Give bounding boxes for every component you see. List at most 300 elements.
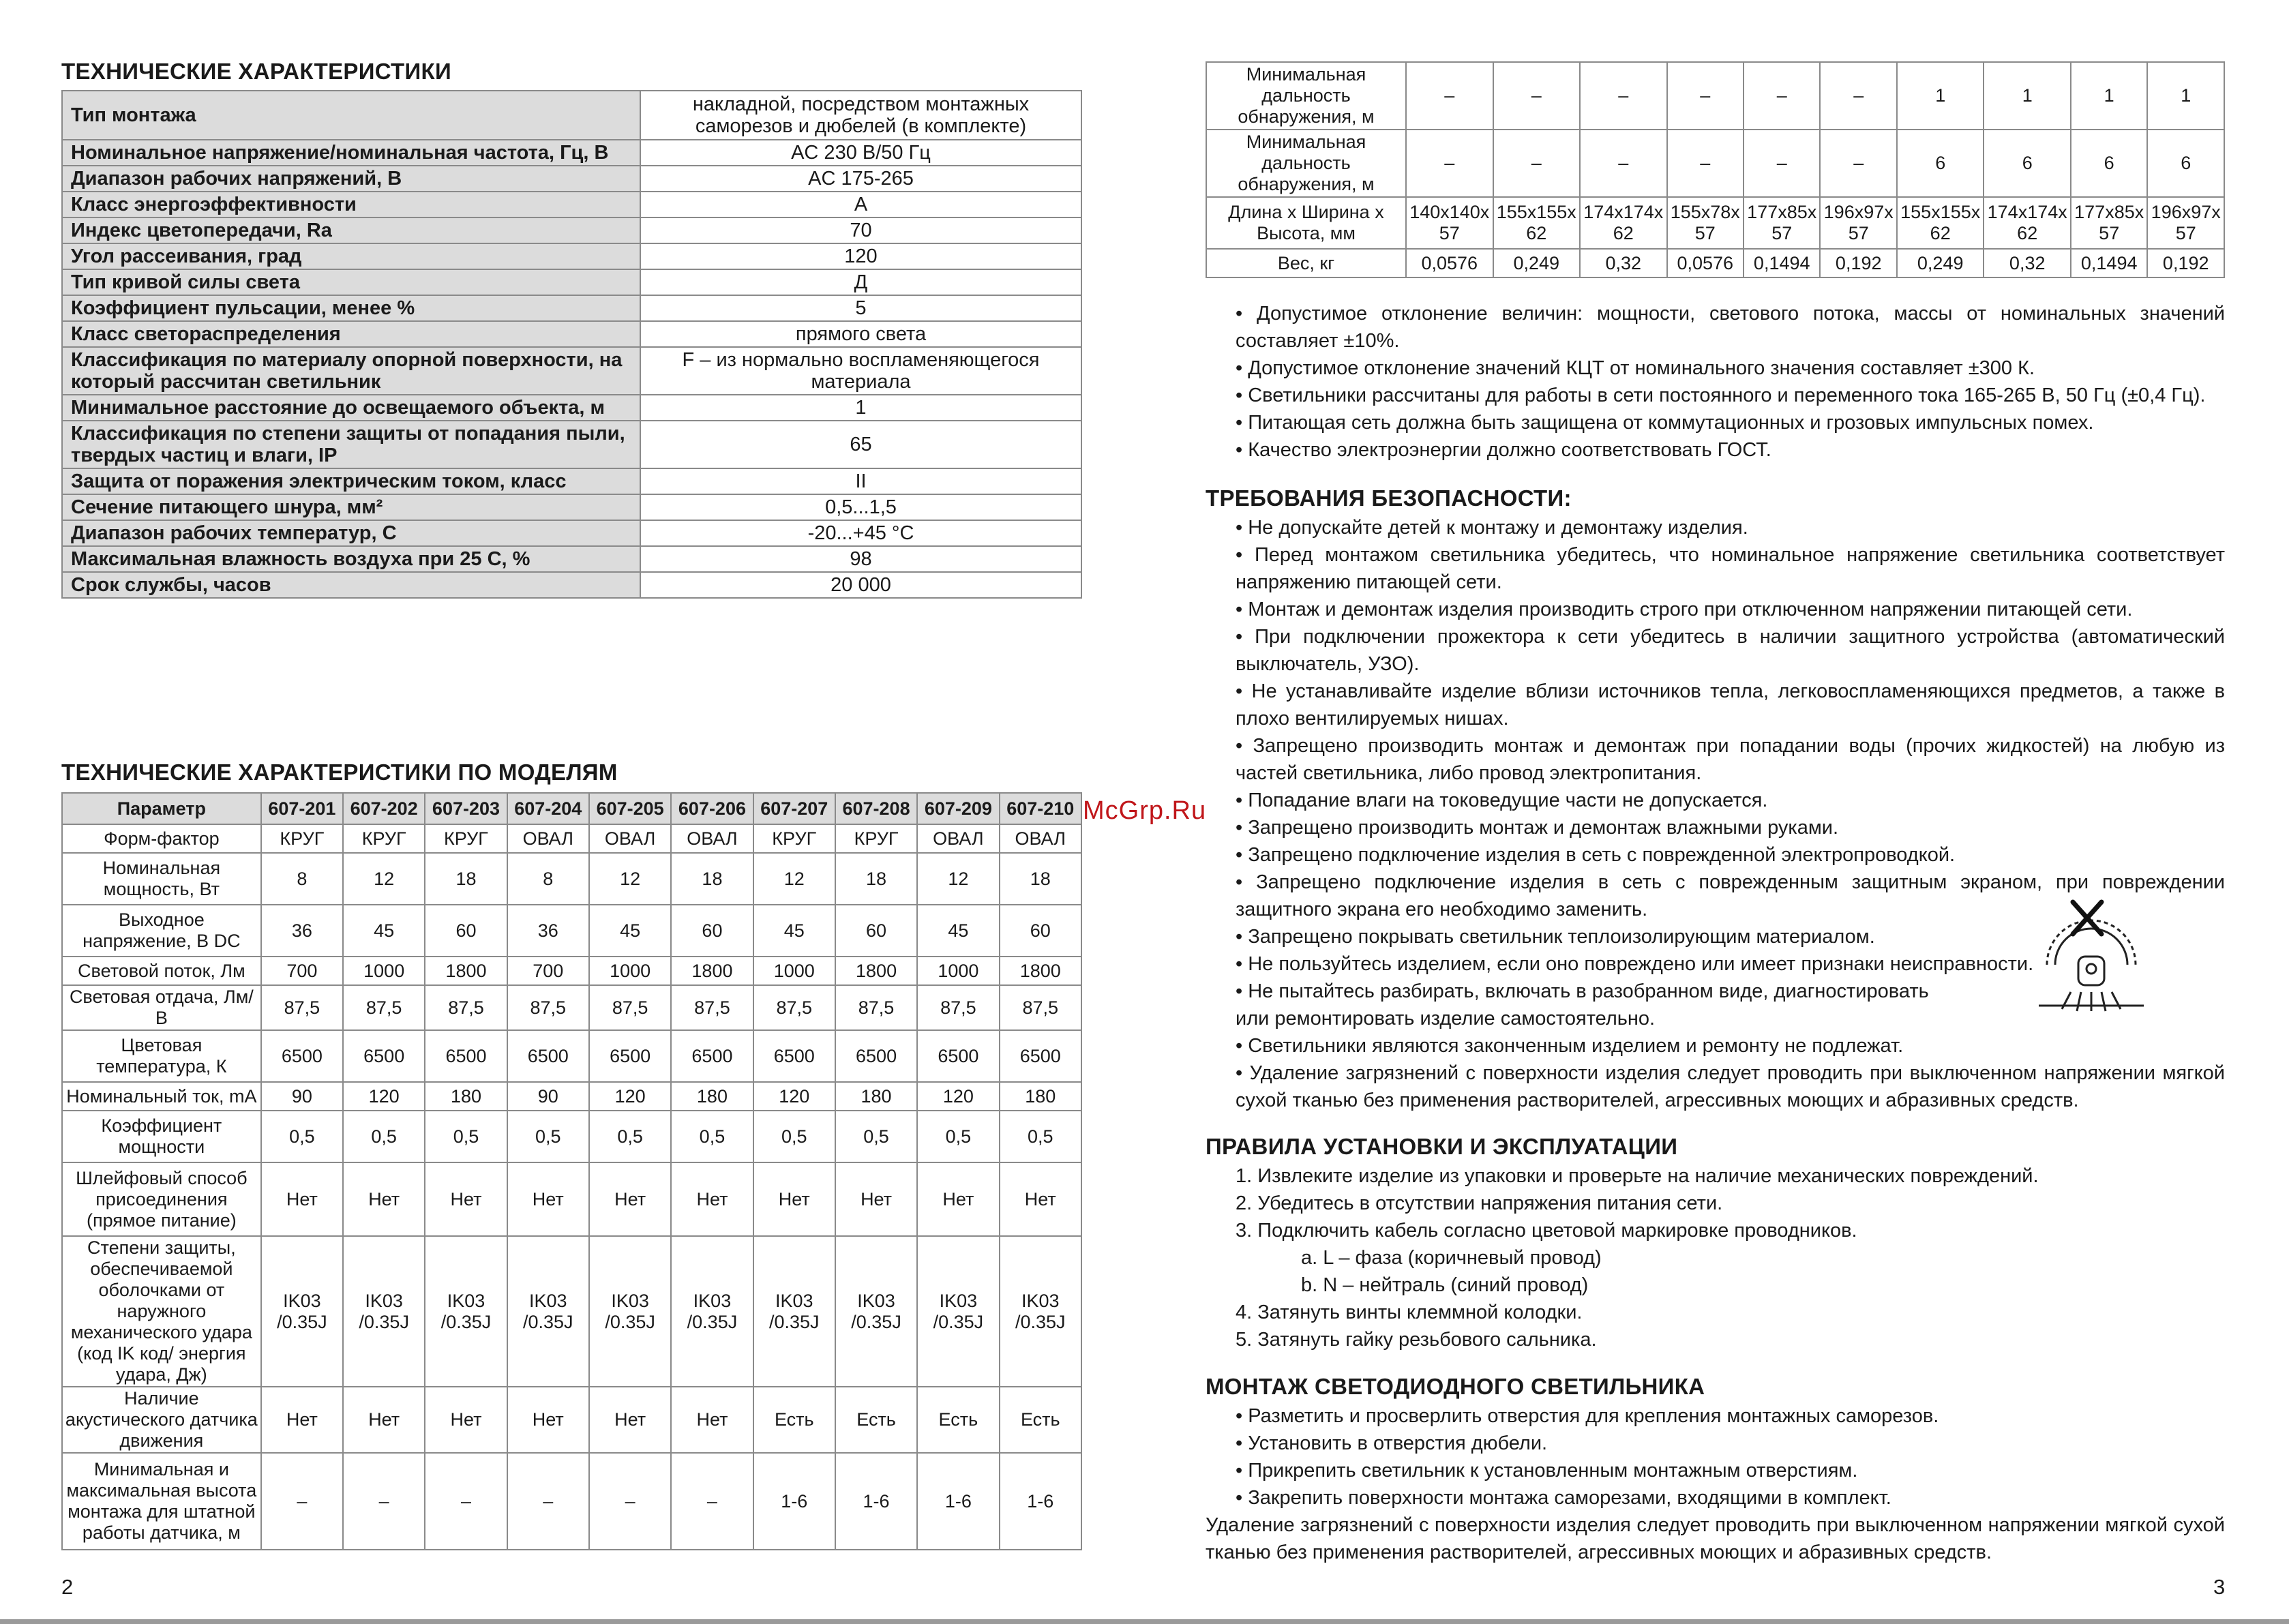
model-param: Световой поток, Лм bbox=[62, 957, 261, 985]
model-value: 1000 bbox=[917, 957, 999, 985]
model-value: 87,5 bbox=[589, 985, 671, 1030]
install-item: 3. Подключить кабель согласно цветовой маркировке проводников. bbox=[1236, 1220, 1857, 1242]
spec-row bbox=[62, 395, 1081, 421]
cont-value: 155x78x 57 bbox=[1667, 197, 1744, 249]
model-value: 0,5 bbox=[835, 1111, 917, 1162]
model-row bbox=[62, 1387, 1081, 1453]
model-value: 0,5 bbox=[753, 1111, 835, 1162]
cont-value: – bbox=[1744, 62, 1820, 130]
model-value: 180 bbox=[425, 1082, 507, 1111]
model-value: 6500 bbox=[671, 1030, 753, 1082]
model-value: 1000 bbox=[753, 957, 835, 985]
model-value: 87,5 bbox=[507, 985, 589, 1030]
model-value: 0,5 bbox=[671, 1111, 753, 1162]
model-value: 0,5 bbox=[589, 1111, 671, 1162]
spec-key: Максимальная влажность воздуха при 25 С, % bbox=[62, 546, 640, 572]
model-value: 8 bbox=[507, 853, 589, 905]
model-value: 1-6 bbox=[1000, 1453, 1081, 1550]
safety-item: • Не пытайтесь разбирать, включать в разобранном виде, диагностировать bbox=[1236, 980, 1929, 1002]
cont-value: 0,192 bbox=[2147, 249, 2224, 277]
spec-key: Коэффициент пульсации, менее % bbox=[62, 295, 640, 321]
model-value: Есть bbox=[917, 1387, 999, 1453]
model-param: Выходное напряжение, В DC bbox=[62, 905, 261, 957]
model-value: 6500 bbox=[589, 1030, 671, 1082]
model-value: IK03 /0.35J bbox=[671, 1236, 753, 1387]
model-value: 36 bbox=[507, 905, 589, 957]
model-value: IK03 /0.35J bbox=[753, 1236, 835, 1387]
model-value: ОВАЛ bbox=[1000, 824, 1081, 853]
model-value: 1-6 bbox=[917, 1453, 999, 1550]
safety-item: или ремонтировать изделие самостоятельно. bbox=[1236, 1008, 1656, 1029]
model-value: Есть bbox=[753, 1387, 835, 1453]
spec-key: Классификация по степени защиты от попадания пыли, твердых частиц и влаги, IP bbox=[62, 421, 640, 468]
spec-value: F – из нормально воспламеняющегося материала bbox=[640, 347, 1081, 395]
cont-param: Длина х Ширина х Высота, мм bbox=[1206, 197, 1406, 249]
right-page bbox=[1206, 0, 2228, 1624]
model-value: КРУГ bbox=[835, 824, 917, 853]
model-value: IK03 /0.35J bbox=[589, 1236, 671, 1387]
install-subitem: b. N – нейтраль (синий провод) bbox=[1301, 1274, 1589, 1296]
model-value: Есть bbox=[835, 1387, 917, 1453]
model-value: 1-6 bbox=[753, 1453, 835, 1550]
cont-value: – bbox=[1406, 130, 1493, 197]
model-value: Нет bbox=[261, 1162, 343, 1236]
safety-item: • Запрещено производить монтаж и демонтаж влажными руками. bbox=[1236, 817, 1839, 839]
spec-key: Минимальное расстояние до освещаемого объекта, м bbox=[62, 395, 640, 421]
model-value: Нет bbox=[589, 1387, 671, 1453]
header-parameter: Параметр bbox=[62, 793, 261, 824]
safety-item: • Перед монтажом светильника убедитесь, что номинальное напряжение светильника соответствует напряжению питающей сети. bbox=[1236, 544, 2225, 593]
spec-key: Номинальное напряжение/номинальная частота, Гц, В bbox=[62, 140, 640, 166]
header-model: 607-201 bbox=[261, 793, 343, 824]
model-value: 0,5 bbox=[425, 1111, 507, 1162]
safety-item: • Светильники являются законченным изделием и ремонту не подлежат. bbox=[1236, 1035, 1904, 1057]
spec-row bbox=[62, 494, 1081, 520]
model-value: 6500 bbox=[917, 1030, 999, 1082]
spec-value: прямого света bbox=[640, 321, 1081, 347]
model-value: Нет bbox=[671, 1387, 753, 1453]
spec-value: 20 000 bbox=[640, 572, 1081, 598]
spec-key: Тип кривой силы света bbox=[62, 269, 640, 295]
safety-heading: ТРЕБОВАНИЯ БЕЗОПАСНОСТИ: bbox=[1206, 485, 1572, 511]
cont-value: 0,0576 bbox=[1406, 249, 1493, 277]
model-value: Нет bbox=[835, 1162, 917, 1236]
model-value: 6500 bbox=[507, 1030, 589, 1082]
cont-value: 177x85x 57 bbox=[2071, 197, 2147, 249]
header-model: 607-204 bbox=[507, 793, 589, 824]
cont-row bbox=[1206, 249, 2224, 277]
cont-row bbox=[1206, 62, 2224, 130]
model-value: 45 bbox=[917, 905, 999, 957]
model-value: Нет bbox=[261, 1387, 343, 1453]
install-list bbox=[1206, 1162, 2225, 1353]
cont-value: 6 bbox=[1984, 130, 2071, 197]
model-value: 1000 bbox=[343, 957, 425, 985]
install-subitem: a. L – фаза (коричневый провод) bbox=[1301, 1247, 1602, 1269]
cont-row bbox=[1206, 197, 2224, 249]
watermark: McGrp.Ru bbox=[1083, 796, 1207, 825]
model-value: 60 bbox=[835, 905, 917, 957]
model-value: 1800 bbox=[1000, 957, 1081, 985]
model-row bbox=[62, 1030, 1081, 1082]
safety-item: • Запрещено подключение изделия в сеть с поврежденным защитным экраном, при повреждении защитного экрана его необходимо заменить. bbox=[1236, 871, 2225, 920]
mount-final-note: Удаление загрязнений с поверхности изделия следует проводить при выключенном напряжении мягкой сухой тканью без применения растворителей, агрессивных моющих и абразивных средств. bbox=[1206, 1514, 2225, 1563]
model-value: 45 bbox=[343, 905, 425, 957]
spec-key: Угол рассеивания, град bbox=[62, 243, 640, 269]
model-row bbox=[62, 1162, 1081, 1236]
cont-value: – bbox=[1820, 130, 1896, 197]
cont-value: 0,192 bbox=[1820, 249, 1896, 277]
mount-item: • Закрепить поверхности монтажа саморезами, входящими в комплект. bbox=[1236, 1487, 1891, 1509]
safety-item: • Запрещено покрывать светильник теплоизолирующим материалом. bbox=[1236, 926, 1875, 948]
model-value: IK03 /0.35J bbox=[261, 1236, 343, 1387]
spec-key: Класс энергоэффективности bbox=[62, 192, 640, 217]
model-value: 60 bbox=[425, 905, 507, 957]
model-row bbox=[62, 824, 1081, 853]
model-value: 6500 bbox=[261, 1030, 343, 1082]
cont-value: 174x174x 62 bbox=[1580, 197, 1667, 249]
model-value: 0,5 bbox=[343, 1111, 425, 1162]
model-param: Наличие акустического датчика движения bbox=[62, 1387, 261, 1453]
install-item: 1. Извлеките изделие из упаковки и проверьте на наличие механических повреждений. bbox=[1236, 1165, 2039, 1187]
model-value: Нет bbox=[917, 1162, 999, 1236]
model-value: Нет bbox=[753, 1162, 835, 1236]
spec-row bbox=[62, 321, 1081, 347]
model-value: Нет bbox=[343, 1387, 425, 1453]
cont-value: – bbox=[1820, 62, 1896, 130]
header-model: 607-205 bbox=[589, 793, 671, 824]
model-row bbox=[62, 985, 1081, 1030]
model-row bbox=[62, 1082, 1081, 1111]
cont-value: 174x174x 62 bbox=[1984, 197, 2071, 249]
note-item: • Светильники рассчитаны для работы в сети постоянного и переменного тока 165-265 В, 50 Гц (±0,4 Гц). bbox=[1236, 385, 2206, 406]
spec-value: AC 230 В/50 Гц bbox=[640, 140, 1081, 166]
cont-param: Минимальная дальность обнаружения, м bbox=[1206, 130, 1406, 197]
model-value: 12 bbox=[343, 853, 425, 905]
model-value: 0,5 bbox=[507, 1111, 589, 1162]
spec-row bbox=[62, 468, 1081, 494]
cont-value: 155x155x 62 bbox=[1897, 197, 1984, 249]
install-item: 4. Затянуть винты клеммной колодки. bbox=[1236, 1302, 1583, 1323]
spec-row bbox=[62, 421, 1081, 468]
model-param: Номинальный ток, mA bbox=[62, 1082, 261, 1111]
model-value: – bbox=[261, 1453, 343, 1550]
install-item: 5. Затянуть гайку резьбового сальника. bbox=[1236, 1329, 1597, 1351]
spec-value: AC 175-265 bbox=[640, 166, 1081, 192]
cont-value: 155x155x 62 bbox=[1493, 197, 1581, 249]
model-value: IK03 /0.35J bbox=[343, 1236, 425, 1387]
model-value: 120 bbox=[343, 1082, 425, 1111]
model-value: 1800 bbox=[671, 957, 753, 985]
model-value: 87,5 bbox=[671, 985, 753, 1030]
model-value: 180 bbox=[671, 1082, 753, 1111]
spec-key: Диапазон рабочих температур, С bbox=[62, 520, 640, 546]
spec-row bbox=[62, 140, 1081, 166]
model-value: 6500 bbox=[1000, 1030, 1081, 1082]
model-value: 12 bbox=[589, 853, 671, 905]
header-model: 607-207 bbox=[753, 793, 835, 824]
model-value: 0,5 bbox=[261, 1111, 343, 1162]
spec-key: Защита от поражения электрическим током, класс bbox=[62, 468, 640, 494]
cont-value: 0,1494 bbox=[2071, 249, 2147, 277]
model-param: Форм-фактор bbox=[62, 824, 261, 853]
spec-heading: ТЕХНИЧЕСКИЕ ХАРАКТЕРИСТИКИ bbox=[61, 59, 451, 84]
spec-row bbox=[62, 166, 1081, 192]
cont-value: – bbox=[1580, 130, 1667, 197]
cont-value: – bbox=[1580, 62, 1667, 130]
model-value: 87,5 bbox=[835, 985, 917, 1030]
note-item: • Допустимое отклонение величин: мощности, светового потока, массы от номинальных значений составляет ±10%. bbox=[1236, 303, 2225, 352]
model-value: ОВАЛ bbox=[917, 824, 999, 853]
model-value: 6500 bbox=[835, 1030, 917, 1082]
model-value: 45 bbox=[589, 905, 671, 957]
model-row bbox=[62, 905, 1081, 957]
model-value: 87,5 bbox=[425, 985, 507, 1030]
model-value: – bbox=[507, 1453, 589, 1550]
mount-item: • Прикрепить светильник к установленным монтажным отверстиям. bbox=[1236, 1460, 1858, 1482]
spec-row bbox=[62, 546, 1081, 572]
model-value: Нет bbox=[343, 1162, 425, 1236]
cont-value: – bbox=[1493, 130, 1581, 197]
models-header-row bbox=[62, 793, 1081, 824]
header-model: 607-210 bbox=[1000, 793, 1081, 824]
spec-row bbox=[62, 192, 1081, 217]
model-value: КРУГ bbox=[261, 824, 343, 853]
spec-key: Диапазон рабочих напряжений, В bbox=[62, 166, 640, 192]
model-value: 18 bbox=[1000, 853, 1081, 905]
model-value: 1-6 bbox=[835, 1453, 917, 1550]
model-value: 1000 bbox=[589, 957, 671, 985]
cont-value: 0,0576 bbox=[1667, 249, 1744, 277]
model-value: IK03 /0.35J bbox=[507, 1236, 589, 1387]
model-row bbox=[62, 1111, 1081, 1162]
page-number-left: 2 bbox=[61, 1575, 74, 1599]
model-value: 12 bbox=[917, 853, 999, 905]
model-value: 18 bbox=[835, 853, 917, 905]
model-value: 90 bbox=[507, 1082, 589, 1111]
model-value: ОВАЛ bbox=[589, 824, 671, 853]
model-value: Нет bbox=[425, 1162, 507, 1236]
spec-value: 98 bbox=[640, 546, 1081, 572]
cont-value: 6 bbox=[2071, 130, 2147, 197]
cont-row bbox=[1206, 130, 2224, 197]
model-value: IK03 /0.35J bbox=[425, 1236, 507, 1387]
left-page bbox=[61, 0, 1084, 1624]
models-heading: ТЕХНИЧЕСКИЕ ХАРАКТЕРИСТИКИ ПО МОДЕЛЯМ bbox=[61, 760, 618, 785]
model-value: 120 bbox=[917, 1082, 999, 1111]
no-heat-cover-warning-icon bbox=[2033, 897, 2149, 1012]
cont-value: 0,249 bbox=[1897, 249, 1984, 277]
model-value: 45 bbox=[753, 905, 835, 957]
header-model: 607-209 bbox=[917, 793, 999, 824]
model-value: – bbox=[425, 1453, 507, 1550]
cont-value: 1 bbox=[1984, 62, 2071, 130]
spec-value: -20...+45 °С bbox=[640, 520, 1081, 546]
safety-item: • Запрещено производить монтаж и демонтаж при попадании воды (прочих жидкостей) на любую из частей светильника, либо провод электропитания. bbox=[1236, 735, 2225, 784]
spec-value: 1 bbox=[640, 395, 1081, 421]
cont-value: – bbox=[1493, 62, 1581, 130]
model-value: Нет bbox=[507, 1387, 589, 1453]
spec-key: Сечение питающего шнура, мм² bbox=[62, 494, 640, 520]
cont-value: 0,32 bbox=[1984, 249, 2071, 277]
model-value: IK03 /0.35J bbox=[835, 1236, 917, 1387]
model-value: 90 bbox=[261, 1082, 343, 1111]
mount-item: • Установить в отверстия дюбели. bbox=[1236, 1432, 1548, 1454]
model-value: 120 bbox=[753, 1082, 835, 1111]
cont-value: 0,249 bbox=[1493, 249, 1581, 277]
model-param: Номинальная мощность, Вт bbox=[62, 853, 261, 905]
model-value: 6500 bbox=[753, 1030, 835, 1082]
cont-value: 196x97x 57 bbox=[2147, 197, 2224, 249]
cont-param: Минимальная дальность обнаружения, м bbox=[1206, 62, 1406, 130]
note-item: • Допустимое отклонение значений КЦТ от номинального значения составляет ±300 К. bbox=[1236, 357, 2035, 379]
model-value: – bbox=[671, 1453, 753, 1550]
model-value: 18 bbox=[671, 853, 753, 905]
model-value: 87,5 bbox=[917, 985, 999, 1030]
model-value: – bbox=[589, 1453, 671, 1550]
model-param: Световая отдача, Лм/В bbox=[62, 985, 261, 1030]
cont-value: 196x97x 57 bbox=[1820, 197, 1896, 249]
cont-value: – bbox=[1667, 62, 1744, 130]
model-value: 0,5 bbox=[917, 1111, 999, 1162]
model-value: 36 bbox=[261, 905, 343, 957]
cont-value: – bbox=[1744, 130, 1820, 197]
spec-value: Д bbox=[640, 269, 1081, 295]
safety-item: • Не устанавливайте изделие вблизи источников тепла, легковоспламеняющихся предметов, а также в плохо вентилируемых нишах. bbox=[1236, 680, 2225, 730]
note-item: • Питающая сеть должна быть защищена от коммутационных и грозовых импульсных помех. bbox=[1236, 412, 2094, 434]
mount-list bbox=[1206, 1402, 2225, 1566]
spec-key: Классификация по материалу опорной поверхности, на который рассчитан светильник bbox=[62, 347, 640, 395]
model-value: Есть bbox=[1000, 1387, 1081, 1453]
model-param: Минимальная и максимальная высота монтажа для штатной работы датчика, м bbox=[62, 1453, 261, 1550]
model-value: 180 bbox=[835, 1082, 917, 1111]
spec-key: Срок службы, часов bbox=[62, 572, 640, 598]
page-number-right: 3 bbox=[2213, 1575, 2226, 1599]
model-value: 6500 bbox=[425, 1030, 507, 1082]
spec-row bbox=[62, 520, 1081, 546]
cont-value: 1 bbox=[2071, 62, 2147, 130]
cont-value: 140x140x 57 bbox=[1406, 197, 1493, 249]
spec-value: 65 bbox=[640, 421, 1081, 468]
safety-item: • При подключении прожектора к сети убедитесь в наличии защитного устройства (автоматический выключатель, УЗО). bbox=[1236, 626, 2225, 675]
bottom-border bbox=[0, 1619, 2289, 1624]
model-param: Цветовая температура, К bbox=[62, 1030, 261, 1082]
mount-heading: МОНТАЖ СВЕТОДИОДНОГО СВЕТИЛЬНИКА bbox=[1206, 1374, 1705, 1399]
model-value: 1800 bbox=[425, 957, 507, 985]
model-param: Степени защиты, обеспечиваемой оболочками от наружного механического удара (код IK код/ энергия удара, Дж) bbox=[62, 1236, 261, 1387]
model-value: 18 bbox=[425, 853, 507, 905]
cont-value: 177x85x 57 bbox=[1744, 197, 1820, 249]
safety-list bbox=[1206, 514, 2225, 1114]
model-value: Нет bbox=[671, 1162, 753, 1236]
notes-list bbox=[1206, 300, 2225, 464]
model-value: 6500 bbox=[343, 1030, 425, 1082]
spec-row bbox=[62, 347, 1081, 395]
model-value: Нет bbox=[507, 1162, 589, 1236]
safety-item: • Монтаж и демонтаж изделия производить строго при отключенном напряжении питающей сети. bbox=[1236, 599, 2133, 620]
model-value: 12 bbox=[753, 853, 835, 905]
model-row bbox=[62, 853, 1081, 905]
spec-value: 5 bbox=[640, 295, 1081, 321]
spec-table bbox=[61, 90, 1082, 599]
model-value: 0,5 bbox=[1000, 1111, 1081, 1162]
install-heading: ПРАВИЛА УСТАНОВКИ И ЭКСПЛУАТАЦИИ bbox=[1206, 1134, 1678, 1159]
header-model: 607-202 bbox=[343, 793, 425, 824]
spec-row bbox=[62, 269, 1081, 295]
spec-value: накладной, посредством монтажных саморезов и дюбелей (в комплекте) bbox=[640, 91, 1081, 140]
model-value: КРУГ bbox=[425, 824, 507, 853]
safety-item: • Попадание влаги на токоведущие части не допускается. bbox=[1236, 790, 1768, 811]
spec-row bbox=[62, 217, 1081, 243]
safety-item: • Запрещено подключение изделия в сеть с поврежденной электропроводкой. bbox=[1236, 844, 1956, 866]
spec-value: 120 bbox=[640, 243, 1081, 269]
model-value: ОВАЛ bbox=[507, 824, 589, 853]
cont-value: 1 bbox=[1897, 62, 1984, 130]
model-value: IK03 /0.35J bbox=[917, 1236, 999, 1387]
models-continued-table bbox=[1206, 61, 2225, 278]
spec-key: Тип монтажа bbox=[62, 91, 640, 140]
model-row bbox=[62, 1236, 1081, 1387]
cont-value: 1 bbox=[2147, 62, 2224, 130]
model-value: – bbox=[343, 1453, 425, 1550]
model-row bbox=[62, 957, 1081, 985]
model-param: Шлейфовый способ присоединения (прямое питание) bbox=[62, 1162, 261, 1236]
model-value: Нет bbox=[425, 1387, 507, 1453]
cont-value: 0,32 bbox=[1580, 249, 1667, 277]
spec-row bbox=[62, 91, 1081, 140]
model-value: 60 bbox=[671, 905, 753, 957]
model-value: 120 bbox=[589, 1082, 671, 1111]
spec-row bbox=[62, 295, 1081, 321]
note-item: • Качество электроэнергии должно соответствовать ГОСТ. bbox=[1236, 439, 1771, 461]
spec-value: 70 bbox=[640, 217, 1081, 243]
model-param: Коэффициент мощности bbox=[62, 1111, 261, 1162]
safety-item: • Удаление загрязнений с поверхности изделия следует проводить при выключенном напряжении мягкой сухой тканью без применения растворителей, агрессивных моющих и абразивных средств. bbox=[1236, 1062, 2225, 1111]
model-value: КРУГ bbox=[343, 824, 425, 853]
install-item: 2. Убедитесь в отсутствии напряжения питания сети. bbox=[1236, 1192, 1723, 1214]
safety-item: • Не пользуйтесь изделием, если оно повреждено или имеет признаки неисправности. bbox=[1236, 953, 2034, 975]
model-value: IK03 /0.35J bbox=[1000, 1236, 1081, 1387]
cont-value: 6 bbox=[2147, 130, 2224, 197]
model-value: 87,5 bbox=[753, 985, 835, 1030]
cont-value: 6 bbox=[1897, 130, 1984, 197]
model-value: 87,5 bbox=[343, 985, 425, 1030]
header-model: 607-203 bbox=[425, 793, 507, 824]
model-value: 8 bbox=[261, 853, 343, 905]
model-value: КРУГ bbox=[753, 824, 835, 853]
cont-value: – bbox=[1667, 130, 1744, 197]
mount-item: • Разметить и просверлить отверстия для крепления монтажных саморезов. bbox=[1236, 1405, 1939, 1427]
cont-value: 0,1494 bbox=[1744, 249, 1820, 277]
spec-row bbox=[62, 243, 1081, 269]
model-value: 87,5 bbox=[1000, 985, 1081, 1030]
spec-value: 0,5...1,5 bbox=[640, 494, 1081, 520]
model-value: Нет bbox=[1000, 1162, 1081, 1236]
model-row bbox=[62, 1453, 1081, 1550]
header-model: 607-206 bbox=[671, 793, 753, 824]
spec-row bbox=[62, 572, 1081, 598]
model-value: 60 bbox=[1000, 905, 1081, 957]
cont-param: Вес, кг bbox=[1206, 249, 1406, 277]
model-value: 700 bbox=[507, 957, 589, 985]
model-value: Нет bbox=[589, 1162, 671, 1236]
model-value: 180 bbox=[1000, 1082, 1081, 1111]
spec-key: Индекс цветопередачи, Ra bbox=[62, 217, 640, 243]
spec-value: A bbox=[640, 192, 1081, 217]
models-table bbox=[61, 792, 1082, 1550]
model-value: 1800 bbox=[835, 957, 917, 985]
cont-value: – bbox=[1406, 62, 1493, 130]
